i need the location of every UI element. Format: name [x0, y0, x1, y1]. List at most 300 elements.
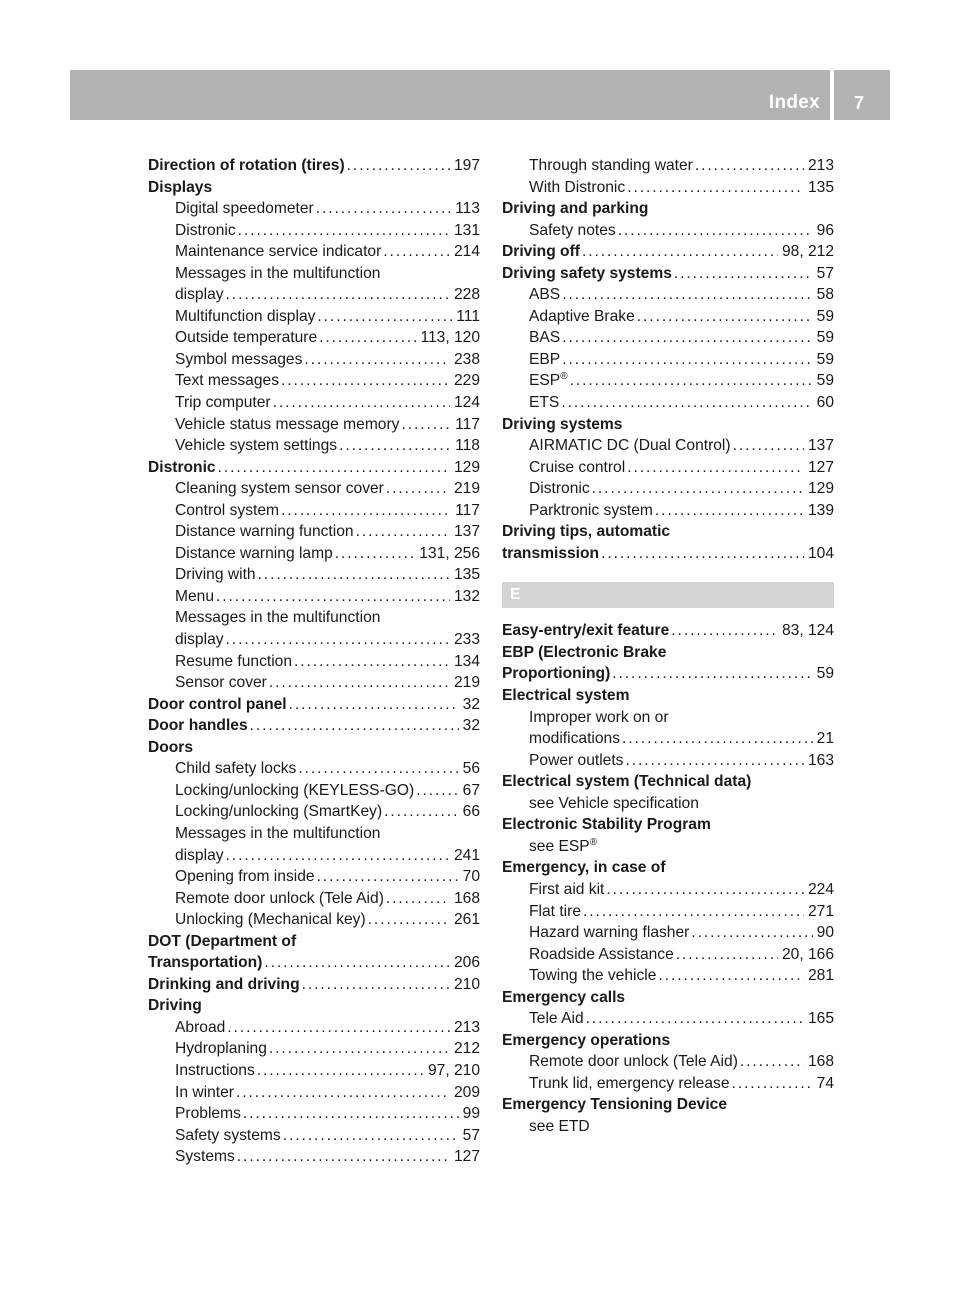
index-subentry — [502, 457, 834, 479]
page-reference: 139 — [807, 501, 834, 519]
entry-label: Tele Aid — [529, 1010, 584, 1028]
entry-text — [529, 750, 623, 772]
entry-label: Distronic — [148, 458, 216, 476]
index-subentry — [502, 220, 834, 242]
entry-label: Instructions — [175, 1061, 255, 1079]
page-reference: 20, 166 — [781, 945, 834, 963]
dot-leader — [238, 220, 450, 242]
entry-label: display — [175, 286, 224, 304]
entry-label: Problems — [175, 1105, 241, 1123]
entry-label: Text messages — [175, 372, 280, 390]
page-reference: 206 — [453, 954, 480, 972]
index-subentry — [148, 521, 480, 543]
dot-leader — [316, 198, 451, 220]
index-subentry — [502, 1073, 834, 1095]
entry-text — [175, 241, 381, 263]
index-entry — [502, 263, 834, 285]
entry-label: In winter — [175, 1083, 234, 1101]
index-subentry — [502, 707, 834, 729]
dot-leader — [627, 457, 804, 479]
entry-label: Improper work on or — [529, 708, 669, 726]
page-reference: 233 — [453, 631, 480, 649]
entry-label: Unlocking (Mechanical key) — [175, 911, 366, 929]
index-subentry — [148, 284, 480, 306]
entry-text — [175, 327, 317, 349]
entry-label: Maintenance service indicator — [175, 243, 382, 261]
page-reference: 83, 124 — [781, 622, 834, 640]
entry-label: Abroad — [175, 1018, 226, 1036]
page-reference: 74 — [816, 1074, 834, 1092]
index-subentry — [148, 1082, 480, 1104]
page-reference: 117 — [455, 501, 480, 519]
dot-leader — [562, 349, 812, 371]
entry-label: Driving tips, automatic — [502, 523, 671, 541]
dot-leader — [612, 663, 812, 685]
entry-label: Emergency calls — [502, 988, 626, 1006]
page-reference: 58 — [816, 286, 834, 304]
entry-label: Emergency operations — [502, 1031, 671, 1049]
entry-text — [529, 435, 731, 457]
entry-label: Vehicle system settings — [175, 437, 338, 455]
dot-leader — [570, 370, 813, 392]
index-subentry — [502, 284, 834, 306]
entry-text — [529, 500, 653, 522]
entry-text — [175, 586, 214, 608]
page-reference: 209 — [453, 1083, 480, 1101]
entry-label: With Distronic — [529, 178, 626, 196]
index-subentry — [502, 1051, 834, 1073]
dot-leader — [269, 672, 450, 694]
entry-text — [502, 1030, 670, 1052]
entry-label: AIRMATIC DC (Dual Control) — [529, 437, 731, 455]
entry-text — [529, 457, 625, 479]
entry-label: Outside temperature — [175, 329, 318, 347]
page-reference: 214 — [453, 243, 480, 261]
entry-text — [148, 715, 248, 737]
index-entry — [502, 987, 834, 1009]
page-reference: 32 — [462, 695, 480, 713]
entry-text — [502, 814, 711, 836]
entry-text — [175, 370, 279, 392]
dot-leader — [676, 944, 778, 966]
entry-text — [529, 728, 620, 750]
entry-label: Messages in the multifunction — [175, 264, 381, 282]
entry-label: DOT (Department of — [148, 932, 297, 950]
page-reference: 124 — [453, 394, 480, 412]
entry-text — [175, 607, 380, 629]
dot-leader — [368, 909, 450, 931]
page-reference: 57 — [816, 264, 834, 282]
entry-label: Multifunction display — [175, 307, 316, 325]
page-reference: 21 — [816, 730, 834, 748]
dot-leader — [356, 521, 450, 543]
entry-label: Digital speedometer — [175, 200, 314, 218]
entry-label: Transportation) — [148, 954, 263, 972]
entry-text — [175, 1125, 281, 1147]
dot-leader — [281, 370, 450, 392]
page-reference: 66 — [462, 803, 480, 821]
entry-text — [502, 685, 629, 707]
index-subentry — [502, 435, 834, 457]
entry-label: Flat tire — [529, 902, 581, 920]
dot-leader — [562, 327, 812, 349]
page-reference: 127 — [807, 458, 834, 476]
entry-text — [175, 414, 399, 436]
entry-text — [502, 642, 666, 664]
page-reference: 131 — [453, 221, 480, 239]
index-entry — [148, 995, 480, 1017]
page-reference: 238 — [453, 350, 480, 368]
entry-text — [502, 1094, 727, 1116]
index-entry — [148, 155, 480, 177]
entry-label: Electrical system — [502, 687, 630, 705]
entry-text — [502, 857, 666, 879]
entry-label: Remote door unlock (Tele Aid) — [529, 1053, 738, 1071]
entry-label: Systems — [175, 1148, 235, 1166]
entry-label: Doors — [148, 738, 194, 756]
entry-text — [175, 435, 337, 457]
dot-leader — [658, 965, 804, 987]
index-subentry — [148, 478, 480, 500]
registered-mark: ® — [589, 836, 598, 848]
dot-leader — [618, 220, 813, 242]
dot-leader — [236, 1082, 450, 1104]
dot-leader — [674, 263, 813, 285]
index-subentry — [502, 836, 834, 858]
registered-mark: ® — [560, 371, 568, 383]
entry-text — [502, 620, 669, 642]
page-reference: 219 — [453, 480, 480, 498]
entry-label: Cruise control — [529, 458, 626, 476]
entry-text — [148, 974, 300, 996]
dot-leader — [304, 349, 450, 371]
index-subentry — [148, 349, 480, 371]
entry-label: Through standing water — [529, 157, 693, 174]
entry-label: Electrical system (Technical data) — [502, 773, 752, 791]
entry-label: Menu — [175, 587, 215, 605]
dot-leader — [281, 500, 451, 522]
entry-text — [148, 177, 212, 199]
entry-text — [529, 707, 669, 729]
page-reference: 90 — [816, 924, 834, 942]
dot-leader — [740, 1051, 804, 1073]
index-subentry — [148, 1125, 480, 1147]
dot-leader — [226, 629, 450, 651]
index-subentry — [148, 1060, 480, 1082]
index-subentry — [148, 1017, 480, 1039]
entry-label: see ESP — [529, 837, 590, 855]
index-subentry — [148, 909, 480, 931]
entry-label: Distance warning lamp — [175, 544, 333, 562]
entry-text — [529, 1116, 590, 1138]
dot-leader — [386, 888, 450, 910]
entry-text — [175, 220, 236, 242]
page-reference: 134 — [453, 652, 480, 670]
page-reference: 137 — [453, 523, 480, 541]
index-entry — [502, 241, 834, 263]
entry-label: display — [175, 846, 224, 864]
dot-leader — [269, 1038, 450, 1060]
dot-leader — [401, 414, 451, 436]
entry-label: Safety systems — [175, 1126, 281, 1144]
page-reference: 281 — [807, 967, 834, 985]
entry-text — [529, 836, 597, 858]
entry-label: Easy-entry/exit feature — [502, 622, 670, 640]
index-entry — [148, 952, 480, 974]
entry-label: see Vehicle specification — [529, 794, 699, 812]
entry-label: Vehicle status message memory — [175, 415, 400, 433]
dot-leader — [317, 306, 452, 328]
index-entry — [502, 521, 834, 543]
index-subentry — [502, 750, 834, 772]
dot-leader — [561, 392, 812, 414]
page-reference: 261 — [453, 911, 480, 929]
entry-text — [148, 737, 193, 759]
dot-leader — [627, 177, 804, 199]
entry-label: Driving with — [175, 566, 256, 584]
dot-leader — [622, 728, 813, 750]
entry-text — [529, 220, 616, 242]
index-entry — [148, 974, 480, 996]
index-subentry — [148, 392, 480, 414]
entry-label: ETS — [529, 394, 560, 412]
index-subentry — [502, 177, 834, 199]
dot-leader — [384, 801, 458, 823]
page-reference: 118 — [455, 437, 480, 455]
dot-leader — [691, 922, 812, 944]
index-subentry — [502, 879, 834, 901]
entry-label: Driving and parking — [502, 200, 649, 218]
dot-leader — [283, 1125, 459, 1147]
entry-label: Remote door unlock (Tele Aid) — [175, 889, 384, 907]
entry-label: Distance warning function — [175, 523, 354, 541]
index-subentry — [148, 651, 480, 673]
dot-leader — [582, 241, 778, 263]
entry-text — [529, 478, 590, 500]
index-entry — [502, 814, 834, 836]
entry-label: First aid kit — [529, 880, 605, 898]
entry-text — [529, 177, 625, 199]
index-subentry — [148, 607, 480, 629]
page-reference: 168 — [453, 889, 480, 907]
dot-leader — [289, 694, 459, 716]
entry-label: Opening from inside — [175, 868, 315, 886]
index-subentry — [502, 370, 834, 392]
dot-leader — [264, 952, 450, 974]
dot-leader — [218, 457, 450, 479]
page-reference: 111 — [456, 307, 480, 325]
entry-text — [529, 370, 568, 392]
entry-text — [502, 663, 610, 685]
dot-leader — [383, 241, 450, 263]
dot-leader — [625, 750, 803, 772]
dot-leader — [302, 974, 450, 996]
index-subentry — [148, 845, 480, 867]
page-reference: 241 — [453, 846, 480, 864]
page-reference: 168 — [807, 1053, 834, 1071]
entry-text — [148, 457, 216, 479]
page-reference: 113, 120 — [420, 329, 480, 347]
dot-leader — [273, 392, 450, 414]
entry-text — [529, 901, 581, 923]
page-reference: 97, 210 — [427, 1061, 480, 1079]
entry-text — [175, 284, 224, 306]
entry-label: Roadside Assistance — [529, 945, 674, 963]
page-reference: 165 — [807, 1010, 834, 1028]
index-entry — [502, 857, 834, 879]
index-subentry — [148, 823, 480, 845]
entry-text — [175, 629, 224, 651]
dot-leader — [216, 586, 450, 608]
index-subentry — [148, 780, 480, 802]
page-reference: 197 — [453, 157, 480, 174]
dot-leader — [243, 1103, 459, 1125]
dot-leader — [671, 620, 778, 642]
page-reference: 135 — [807, 178, 834, 196]
page-reference: 104 — [807, 544, 834, 562]
entry-text — [148, 155, 345, 177]
page-reference: 135 — [453, 566, 480, 584]
entry-text — [529, 306, 635, 328]
dot-leader — [294, 651, 450, 673]
entry-label: Power outlets — [529, 751, 624, 769]
dot-leader — [339, 435, 451, 457]
page-reference: 271 — [807, 902, 834, 920]
entry-text — [175, 564, 256, 586]
index-entry — [502, 642, 834, 664]
page-reference: 229 — [453, 372, 480, 390]
dot-leader — [586, 1008, 804, 1030]
page-number: 7 — [834, 70, 890, 120]
dot-leader — [601, 543, 804, 565]
index-subentry — [148, 414, 480, 436]
index-subentry — [148, 241, 480, 263]
entry-label: EBP (Electronic Brake — [502, 643, 667, 661]
index-subentry — [502, 392, 834, 414]
entry-text — [148, 931, 296, 953]
entry-text — [529, 155, 693, 177]
index-subentry — [502, 500, 834, 522]
entry-text — [175, 672, 267, 694]
entry-text — [529, 1051, 738, 1073]
index-subentry — [502, 1008, 834, 1030]
dot-leader — [250, 715, 459, 737]
dot-leader — [226, 845, 450, 867]
dot-leader — [732, 1073, 813, 1095]
entry-label: Trip computer — [175, 394, 271, 412]
entry-label: ESP — [529, 372, 561, 390]
entry-text — [502, 414, 622, 436]
entry-text — [175, 823, 380, 845]
dot-leader — [258, 564, 450, 586]
dot-leader — [386, 478, 450, 500]
entry-label: Hazard warning flasher — [529, 924, 690, 942]
entry-label: Displays — [148, 178, 213, 196]
entry-text — [175, 500, 279, 522]
dot-leader — [562, 284, 812, 306]
entry-text — [175, 758, 296, 780]
index-subentry — [502, 901, 834, 923]
entry-text — [175, 1103, 241, 1125]
entry-label: EBP — [529, 350, 561, 368]
page-reference: 59 — [816, 329, 834, 347]
dot-leader — [335, 543, 416, 565]
dot-leader — [227, 1017, 450, 1039]
index-subentry — [148, 866, 480, 888]
entry-label: Safety notes — [529, 221, 616, 239]
index-subentry — [502, 965, 834, 987]
entry-text — [175, 866, 315, 888]
index-subentry — [148, 327, 480, 349]
page-reference: 59 — [816, 372, 834, 390]
entry-label: Electronic Stability Program — [502, 816, 711, 834]
entry-text — [175, 1017, 225, 1039]
dot-leader — [317, 866, 459, 888]
entry-text — [175, 780, 414, 802]
index-subentry — [148, 435, 480, 457]
entry-label: Trunk lid, emergency release — [529, 1074, 730, 1092]
index-entry — [502, 543, 834, 565]
entry-text — [175, 651, 292, 673]
index-subentry — [148, 306, 480, 328]
dot-leader — [606, 879, 804, 901]
page-reference: 127 — [453, 1148, 480, 1166]
entry-label: Emergency Tensioning Device — [502, 1096, 728, 1114]
page-reference: 67 — [462, 781, 480, 799]
entry-text — [529, 1008, 584, 1030]
page-reference: 137 — [807, 437, 834, 455]
index-subentry — [148, 758, 480, 780]
index-subentry — [502, 155, 834, 177]
entry-text — [529, 879, 604, 901]
page-reference: 131, 256 — [419, 544, 480, 562]
entry-label: Child safety locks — [175, 760, 297, 778]
entry-label: Driving — [148, 997, 202, 1015]
entry-label: Control system — [175, 501, 279, 519]
index-entry — [148, 737, 480, 759]
entry-label: Door control panel — [148, 695, 287, 713]
entry-label: BAS — [529, 329, 561, 347]
index-subentry — [148, 672, 480, 694]
index-entry — [502, 663, 834, 685]
index-subentry — [148, 198, 480, 220]
dot-leader — [583, 901, 804, 923]
entry-text — [175, 306, 315, 328]
entry-label: Locking/unlocking (KEYLESS-GO) — [175, 781, 415, 799]
index-subentry — [502, 306, 834, 328]
entry-text — [175, 845, 224, 867]
dot-leader — [347, 155, 450, 177]
index-subentry — [148, 1146, 480, 1168]
entry-label: Direction of rotation (tires) — [148, 157, 345, 174]
page-reference: 96 — [816, 221, 834, 239]
index-subentry — [148, 629, 480, 651]
entry-text — [502, 987, 625, 1009]
index-entry — [502, 685, 834, 707]
dot-leader — [257, 1060, 424, 1082]
entry-label: Door handles — [148, 717, 248, 735]
entry-text — [529, 922, 689, 944]
page-reference: 212 — [453, 1040, 480, 1058]
index-subentry — [148, 220, 480, 242]
entry-text — [529, 327, 560, 349]
entry-text — [502, 543, 599, 565]
page-reference: 113 — [455, 200, 480, 218]
index-column-left — [148, 155, 480, 1168]
index-subentry — [502, 1116, 834, 1138]
page-reference: 163 — [807, 751, 834, 769]
page-reference: 213 — [807, 157, 834, 174]
